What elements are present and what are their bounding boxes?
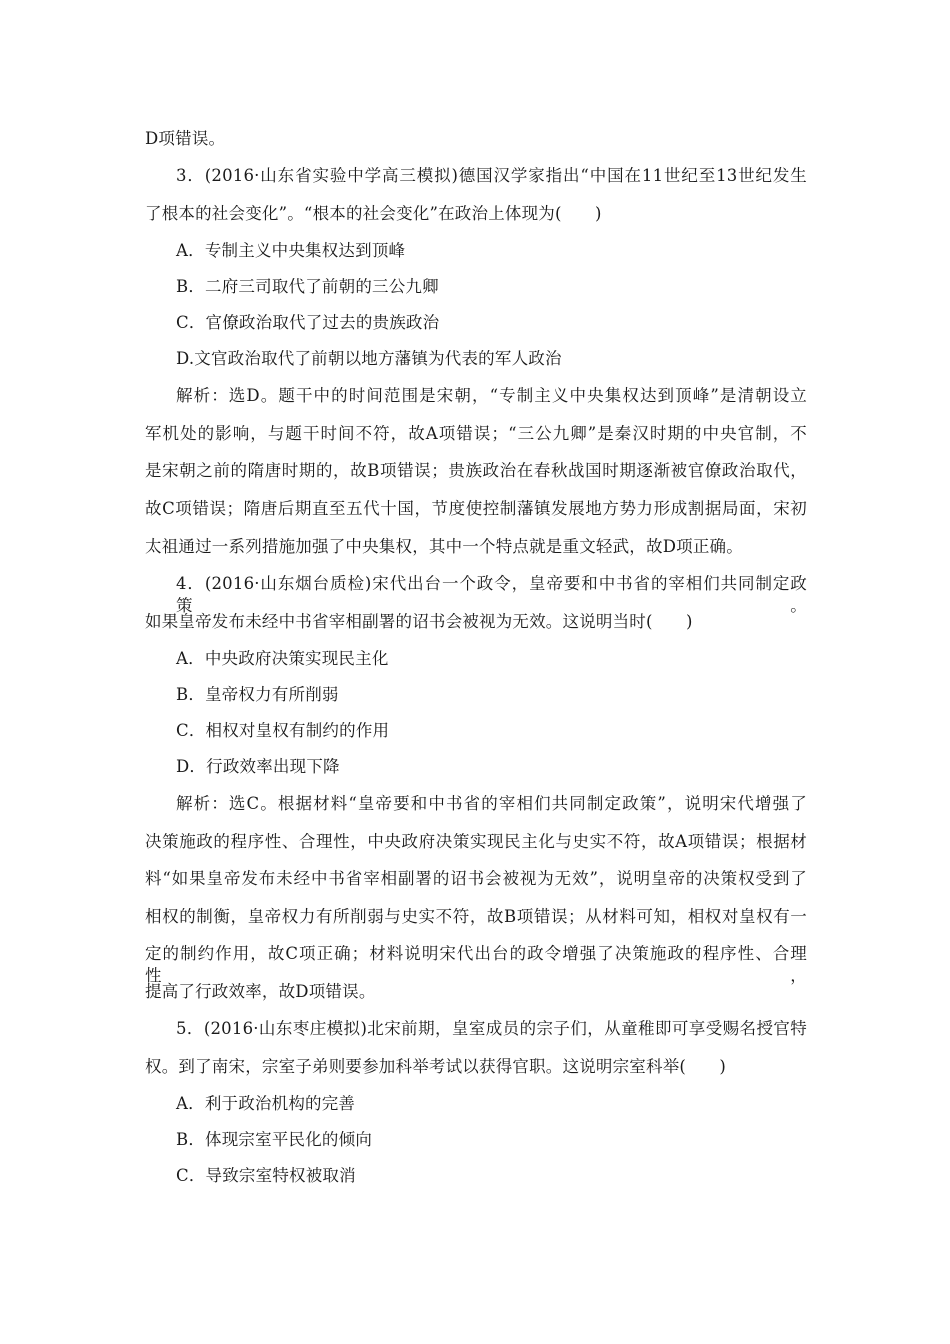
question-4-option-c: C．相权对皇权有制约的作用 — [176, 721, 390, 740]
question-3-analysis-cont: 故C项错误；隋唐后期直至五代十国，节度使控制藩镇发展地方势力形成割据局面，宋初 — [145, 499, 807, 518]
question-4-analysis-cont: 料“如果皇帝发布未经中书省宰相副署的诏书会被视为无效”，说明皇帝的决策权受到了 — [145, 869, 807, 888]
question-4-option-a: A．中央政府决策实现民主化 — [176, 649, 389, 668]
question-3-analysis-cont: 是宋朝之前的隋唐时期的，故B项错误；贵族政治在春秋战国时期逐渐被官僚政治取代， — [145, 461, 807, 480]
question-5-stem-cont: 权。到了南宋，宗室子弟则要参加科举考试以获得官职。这说明宗室科举( ) — [145, 1057, 727, 1076]
question-3-option-a: A．专制主义中央集权达到顶峰 — [176, 241, 406, 260]
question-3-analysis-cont: 军机处的影响，与题干时间不符，故A项错误；“三公九卿”是秦汉时期的中央官制，不 — [145, 424, 807, 443]
question-4-option-b: B．皇帝权力有所削弱 — [176, 685, 339, 704]
question-4-analysis-cont: 决策施政的程序性、合理性，中央政府决策实现民主化与史实不符，故A项错误；根据材 — [145, 832, 807, 851]
question-5-stem: 5．(2016·山东枣庄模拟)北宋前期，皇室成员的宗子们，从童稚即可享受赐名授官特 — [176, 1019, 807, 1038]
question-4-analysis-cont: 提高了行政效率，故D项错误。 — [145, 982, 376, 1001]
question-5-option-c: C．导致宗室特权被取消 — [176, 1166, 356, 1185]
question-3-option-d: D.文官政治取代了前朝以地方藩镇为代表的军人政治 — [176, 349, 562, 368]
question-3-analysis: 解析：选D。题干中的时间范围是宋朝，“专制主义中央集权达到顶峰”是清朝设立 — [176, 386, 807, 405]
text-line: D项错误。 — [145, 129, 226, 148]
question-3-stem-cont: 了根本的社会变化”。“根本的社会变化”在政治上体现为( ) — [145, 204, 602, 223]
question-5-option-b: B．体现宗室平民化的倾向 — [176, 1130, 373, 1149]
question-3-option-b: B．二府三司取代了前朝的三公九卿 — [176, 277, 439, 296]
question-5-option-a: A．利于政治机构的完善 — [176, 1094, 356, 1113]
question-4-analysis-cont: 定的制约作用，故C项正确；材料说明宋代出台的政令增强了决策施政的程序性、合理性， — [145, 944, 807, 985]
question-4-analysis: 解析：选C。根据材料“皇帝要和中书省的宰相们共同制定政策”，说明宋代增强了 — [176, 794, 807, 813]
question-3-stem: 3．(2016·山东省实验中学高三模拟)德国汉学家指出“中国在11世纪至13世纪发生 — [176, 166, 807, 185]
question-4-stem: 4．(2016·山东烟台质检)宋代出台一个政令，皇帝要和中书省的宰相们共同制定政策。 — [176, 574, 807, 615]
question-4-analysis-cont: 相权的制衡，皇帝权力有所削弱与史实不符，故B项错误；从材料可知，相权对皇权有一 — [145, 907, 807, 926]
question-4-option-d: D．行政效率出现下降 — [176, 757, 340, 776]
question-3-option-c: C．官僚政治取代了过去的贵族政治 — [176, 313, 440, 332]
question-3-analysis-cont: 太祖通过一系列措施加强了中央集权，其中一个特点就是重文轻武，故D项正确。 — [145, 537, 743, 556]
question-4-stem-cont: 如果皇帝发布未经中书省宰相副署的诏书会被视为无效。这说明当时( ) — [145, 612, 693, 631]
